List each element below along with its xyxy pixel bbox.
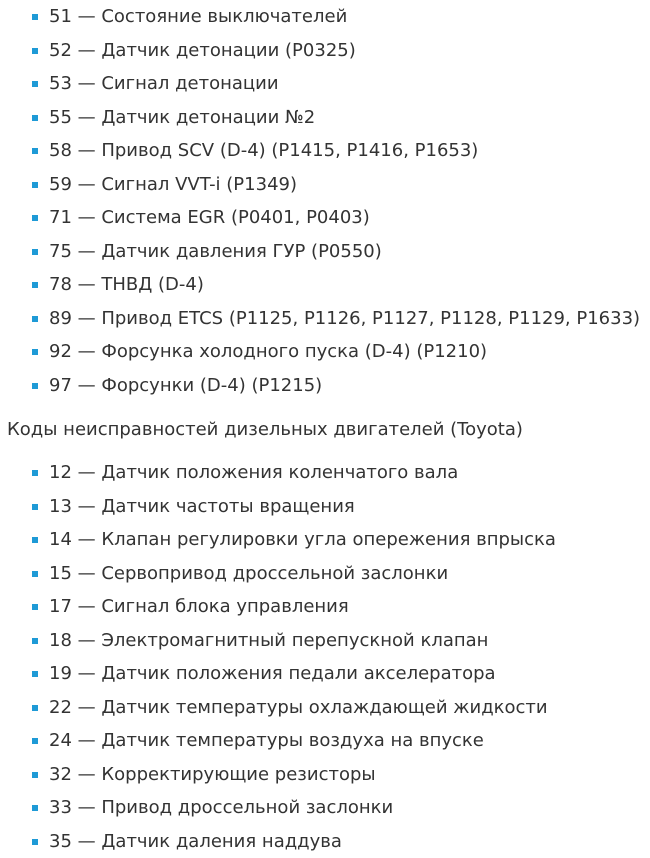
list-item-text: 58 — Привод SCV (D-4) (P1415, P1416, P1653) bbox=[49, 140, 478, 161]
square-bullet-icon bbox=[32, 671, 38, 677]
list-item bbox=[0, 268, 650, 302]
list-item-text: 55 — Датчик детонации №2 bbox=[49, 107, 315, 128]
square-bullet-icon bbox=[32, 48, 38, 54]
list-item-text: 24 — Датчик температуры воздуха на впуске bbox=[49, 730, 484, 751]
list-item-text: 15 — Сервопривод дроссельной заслонки bbox=[49, 563, 448, 584]
list-item bbox=[0, 134, 650, 168]
list-item-text: 19 — Датчик положения педали акселератора bbox=[49, 663, 496, 684]
square-bullet-icon bbox=[32, 638, 38, 644]
list-item bbox=[0, 490, 650, 524]
list-item bbox=[0, 456, 650, 490]
square-bullet-icon bbox=[32, 349, 38, 355]
list-item bbox=[0, 235, 650, 269]
list-item-text: 12 — Датчик положения коленчатого вала bbox=[49, 462, 458, 483]
diesel-section-heading: Коды неисправностей дизельных двигателей (Toyota) bbox=[7, 413, 523, 446]
square-bullet-icon bbox=[32, 805, 38, 811]
list-item-text: 33 — Привод дроссельной заслонки bbox=[49, 797, 393, 818]
square-bullet-icon bbox=[32, 249, 38, 255]
list-item bbox=[0, 791, 650, 825]
square-bullet-icon bbox=[32, 115, 38, 121]
square-bullet-icon bbox=[32, 215, 38, 221]
list-item-text: 92 — Форсунка холодного пуска (D-4) (P1210) bbox=[49, 341, 487, 362]
list-item-text: 35 — Датчик даления наддува bbox=[49, 831, 342, 852]
diesel-code-list bbox=[0, 456, 650, 858]
list-item-text: 51 — Состояние выключателей bbox=[49, 6, 347, 27]
square-bullet-icon bbox=[32, 182, 38, 188]
square-bullet-icon bbox=[32, 772, 38, 778]
square-bullet-icon bbox=[32, 14, 38, 20]
list-item-text: 89 — Привод ETCS (P1125, P1126, P1127, P1128, P1129, P1633) bbox=[49, 308, 640, 329]
list-item-text: 71 — Система EGR (P0401, P0403) bbox=[49, 207, 370, 228]
square-bullet-icon bbox=[32, 537, 38, 543]
list-item-text: 52 — Датчик детонации (P0325) bbox=[49, 40, 356, 61]
list-item bbox=[0, 557, 650, 591]
list-item bbox=[0, 369, 650, 403]
square-bullet-icon bbox=[32, 148, 38, 154]
list-item-text: 13 — Датчик частоты вращения bbox=[49, 496, 355, 517]
list-item-text: 53 — Сигнал детонации bbox=[49, 73, 279, 94]
list-item-text: 14 — Клапан регулировки угла опережения впрыска bbox=[49, 529, 556, 550]
square-bullet-icon bbox=[32, 705, 38, 711]
list-item-text: 32 — Корректирующие резисторы bbox=[49, 764, 376, 785]
list-item-text: 78 — ТНВД (D-4) bbox=[49, 274, 204, 295]
square-bullet-icon bbox=[32, 81, 38, 87]
list-item bbox=[0, 724, 650, 758]
list-item-text: 97 — Форсунки (D-4) (P1215) bbox=[49, 375, 322, 396]
list-item-text: 59 — Сигнал VVT-i (P1349) bbox=[49, 174, 297, 195]
list-item bbox=[0, 101, 650, 135]
list-item bbox=[0, 590, 650, 624]
square-bullet-icon bbox=[32, 383, 38, 389]
list-item-text: 22 — Датчик температуры охлаждающей жидкости bbox=[49, 697, 548, 718]
square-bullet-icon bbox=[32, 316, 38, 322]
list-item bbox=[0, 657, 650, 691]
square-bullet-icon bbox=[32, 738, 38, 744]
list-item bbox=[0, 67, 650, 101]
list-item bbox=[0, 302, 650, 336]
list-item bbox=[0, 201, 650, 235]
list-item-text: 75 — Датчик давления ГУР (P0550) bbox=[49, 241, 382, 262]
list-item-text: 17 — Сигнал блока управления bbox=[49, 596, 349, 617]
list-item bbox=[0, 691, 650, 725]
square-bullet-icon bbox=[32, 571, 38, 577]
square-bullet-icon bbox=[32, 604, 38, 610]
list-item bbox=[0, 0, 650, 34]
list-item bbox=[0, 168, 650, 202]
square-bullet-icon bbox=[32, 470, 38, 476]
petrol-code-list bbox=[0, 0, 650, 402]
list-item bbox=[0, 758, 650, 792]
square-bullet-icon bbox=[32, 504, 38, 510]
list-item bbox=[0, 523, 650, 557]
square-bullet-icon bbox=[32, 839, 38, 845]
list-item bbox=[0, 335, 650, 369]
list-item-text: 18 — Электромагнитный перепускной клапан bbox=[49, 630, 488, 651]
list-item bbox=[0, 624, 650, 658]
square-bullet-icon bbox=[32, 282, 38, 288]
list-item bbox=[0, 34, 650, 68]
